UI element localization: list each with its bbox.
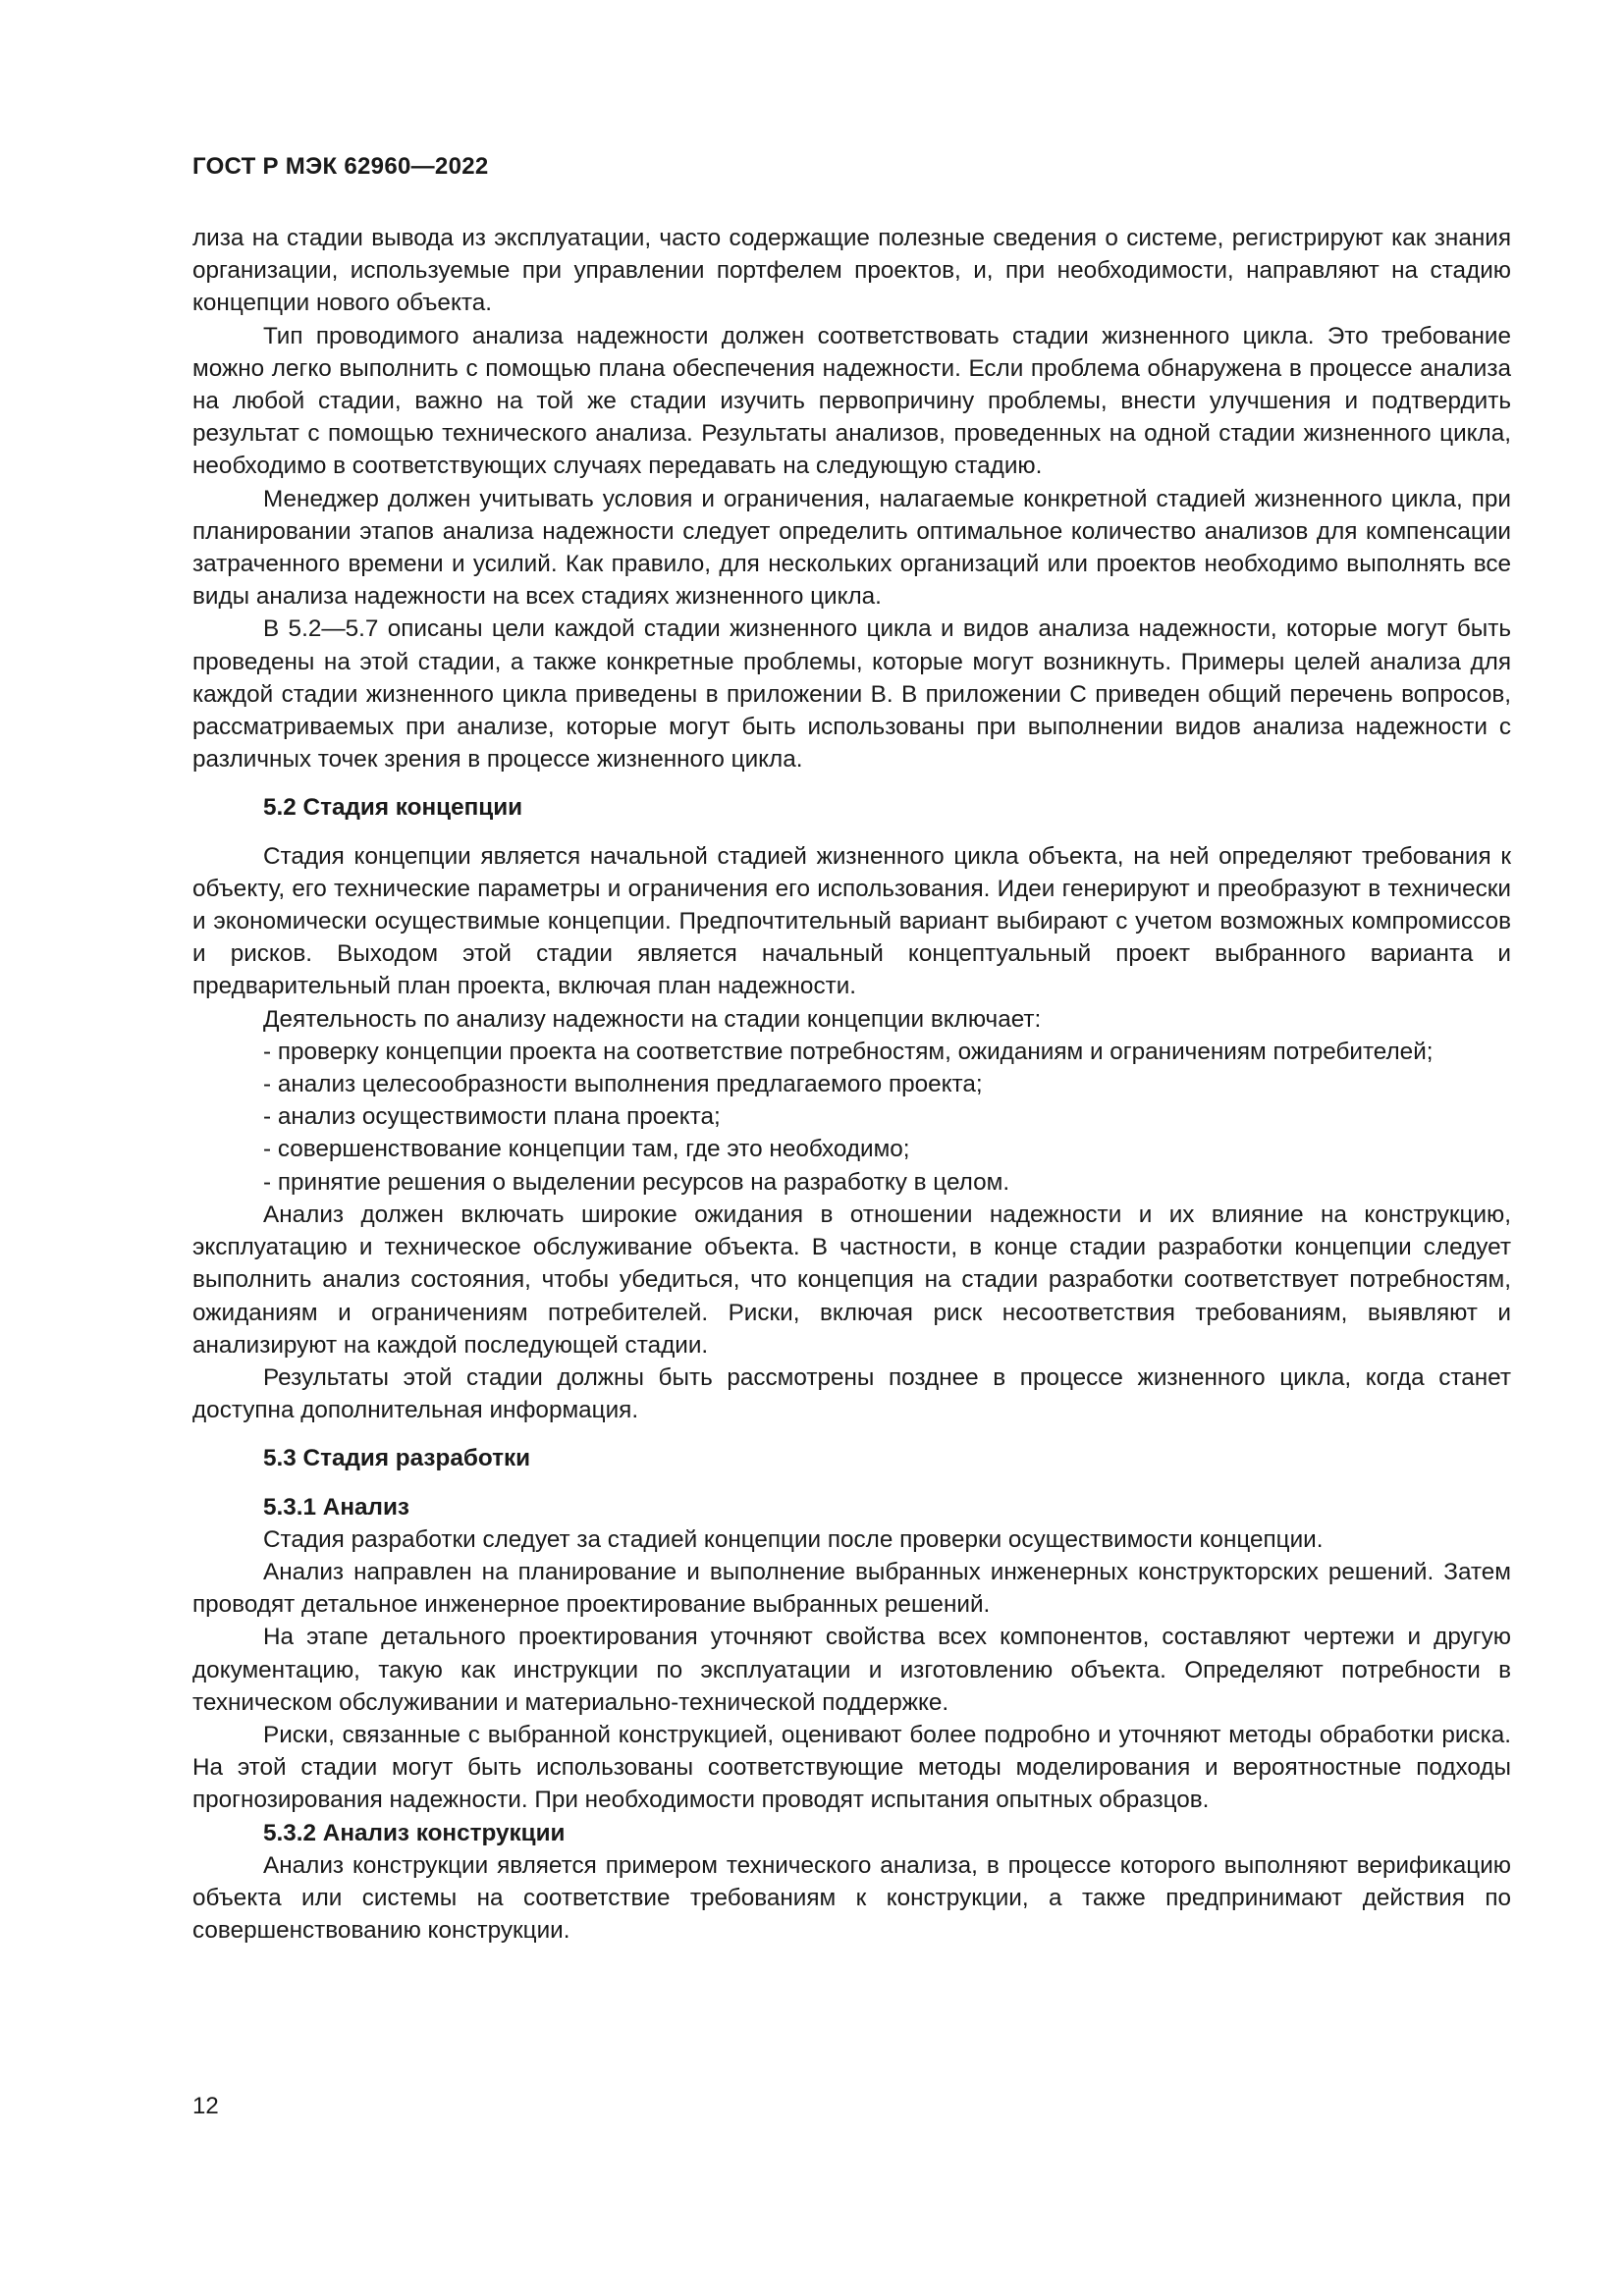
- list-item: - проверку концепции проекта на соответствие потребностям, ожиданиям и ограничениям потребителей;: [263, 1038, 1434, 1065]
- list-item: - анализ целесообразности выполнения предлагаемого проекта;: [263, 1071, 983, 1098]
- subsection-heading-5-3-2: 5.3.2 Анализ конструкции: [263, 1819, 566, 1846]
- paragraph: Результаты этой стадии должны быть рассмотрены позднее в процессе жизненного цикла, когда станет доступна дополнительная информация.: [192, 1363, 1511, 1424]
- list-item: - принятие решения о выделении ресурсов на разработку в целом.: [263, 1168, 1010, 1196]
- subsection-heading-5-3-1: 5.3.1 Анализ: [263, 1493, 409, 1521]
- document-header: ГОСТ Р МЭК 62960—2022: [192, 153, 489, 180]
- paragraph: На этапе детального проектирования уточняют свойства всех компонентов, составляют чертежи и другую документацию, такую как инструкции по эксплуатации и изготовлению объекта. Определяют потребности в техническом обслуживании и материально-технической поддержке.: [192, 1624, 1511, 1716]
- list-item: - совершенствование концепции там, где это необходимо;: [263, 1136, 910, 1163]
- document-body: [192, 222, 1511, 1947]
- paragraph: Анализ направлен на планирование и выполнение выбранных инженерных конструкторских решений. Затем проводят детальное инженерное проектирование выбранных решений.: [192, 1558, 1511, 1619]
- section-heading-5-2: 5.2 Стадия концепции: [263, 794, 523, 822]
- paragraph: Риски, связанные с выбранной конструкцией, оценивают более подробно и уточняют методы обработки риска. На этой стадии могут быть использованы соответствующие методы моделирования и вероятностные подходы прогнозирования надежности. При необходимости проводят испытания опытных образцов.: [192, 1721, 1511, 1814]
- paragraph: Стадия разработки следует за стадией концепции после проверки осуществимости концепции.: [263, 1525, 1324, 1553]
- paragraph: Менеджер должен учитывать условия и ограничения, налагаемые конкретной стадией жизненного цикла, при планировании этапов анализа надежности следует определить оптимальное количество анализов для компенсации затраченного времени и усилий. Как правило, для нескольких организаций или проектов необходимо выполнять все виды анализа надежности на всех стадиях жизненного цикла.: [192, 485, 1511, 611]
- paragraph: Стадия концепции является начальной стадией жизненного цикла объекта, на ней определяют требования к объекту, его технические параметры и ограничения его использования. Идеи генерируют и преобразуют в технически и экономически осуществимые концепции. Предпочтительный вариант выбирают с учетом возможных компромиссов и рисков. Выходом этой стадии является начальный концептуальный проект выбранного варианта и предварительный план проекта, включая план надежности.: [192, 842, 1511, 1000]
- paragraph: В 5.2—5.7 описаны цели каждой стадии жизненного цикла и видов анализа надежности, которые могут быть проведены на этой стадии, а также конкретные проблемы, которые могут возникнуть. Примеры целей анализа для каждой стадии жизненного цикла приведены в приложении В. В приложении С приведен общий перечень вопросов, рассматриваемых при анализе, которые могут быть использованы при выполнении видов анализа надежности с различных точек зрения в процессе жизненного цикла.: [192, 615, 1511, 774]
- list-item: - анализ осуществимости плана проекта;: [263, 1103, 721, 1131]
- page-number: 12: [192, 2093, 219, 2119]
- paragraph: Тип проводимого анализа надежности должен соответствовать стадии жизненного цикла. Это требование можно легко выполнить с помощью плана обеспечения надежности. Если проблема обнаружена в процессе анализа на любой стадии, важно на той же стадии изучить первопричину проблемы, внести улучшения и подтвердить результат с помощью технического анализа. Результаты анализов, проведенных на одной стадии жизненного цикла, необходимо в соответствующих случаях передавать на следующую стадию.: [192, 322, 1511, 480]
- section-heading-5-3: 5.3 Стадия разработки: [263, 1445, 531, 1472]
- paragraph: Анализ конструкции является примером технического анализа, в процессе которого выполняют верификацию объекта или системы на соответствие требованиям к конструкции, а также предпринимают действия по совершенствованию конструкции.: [192, 1851, 1511, 1945]
- paragraph: Анализ должен включать широкие ожидания в отношении надежности и их влияние на конструкцию, эксплуатацию и техническое обслуживание объекта. В частности, в конце стадии разработки концепции следует выполнить анализ состояния, чтобы убедиться, что концепция на стадии разработки соответствует потребностям, ожиданиям и ограничениям потребителей. Риски, включая риск несоответствия требованиям, выявляют и анализируют на каждой последующей стадии.: [192, 1201, 1511, 1359]
- paragraph-continuation: лиза на стадии вывода из эксплуатации, часто содержащие полезные сведения о системе, регистрируют как знания организации, используемые при управлении портфелем проектов, и, при необходимости, направляют на стадию концепции нового объекта.: [192, 225, 1511, 317]
- paragraph: Деятельность по анализу надежности на стадии концепции включает:: [263, 1005, 1042, 1033]
